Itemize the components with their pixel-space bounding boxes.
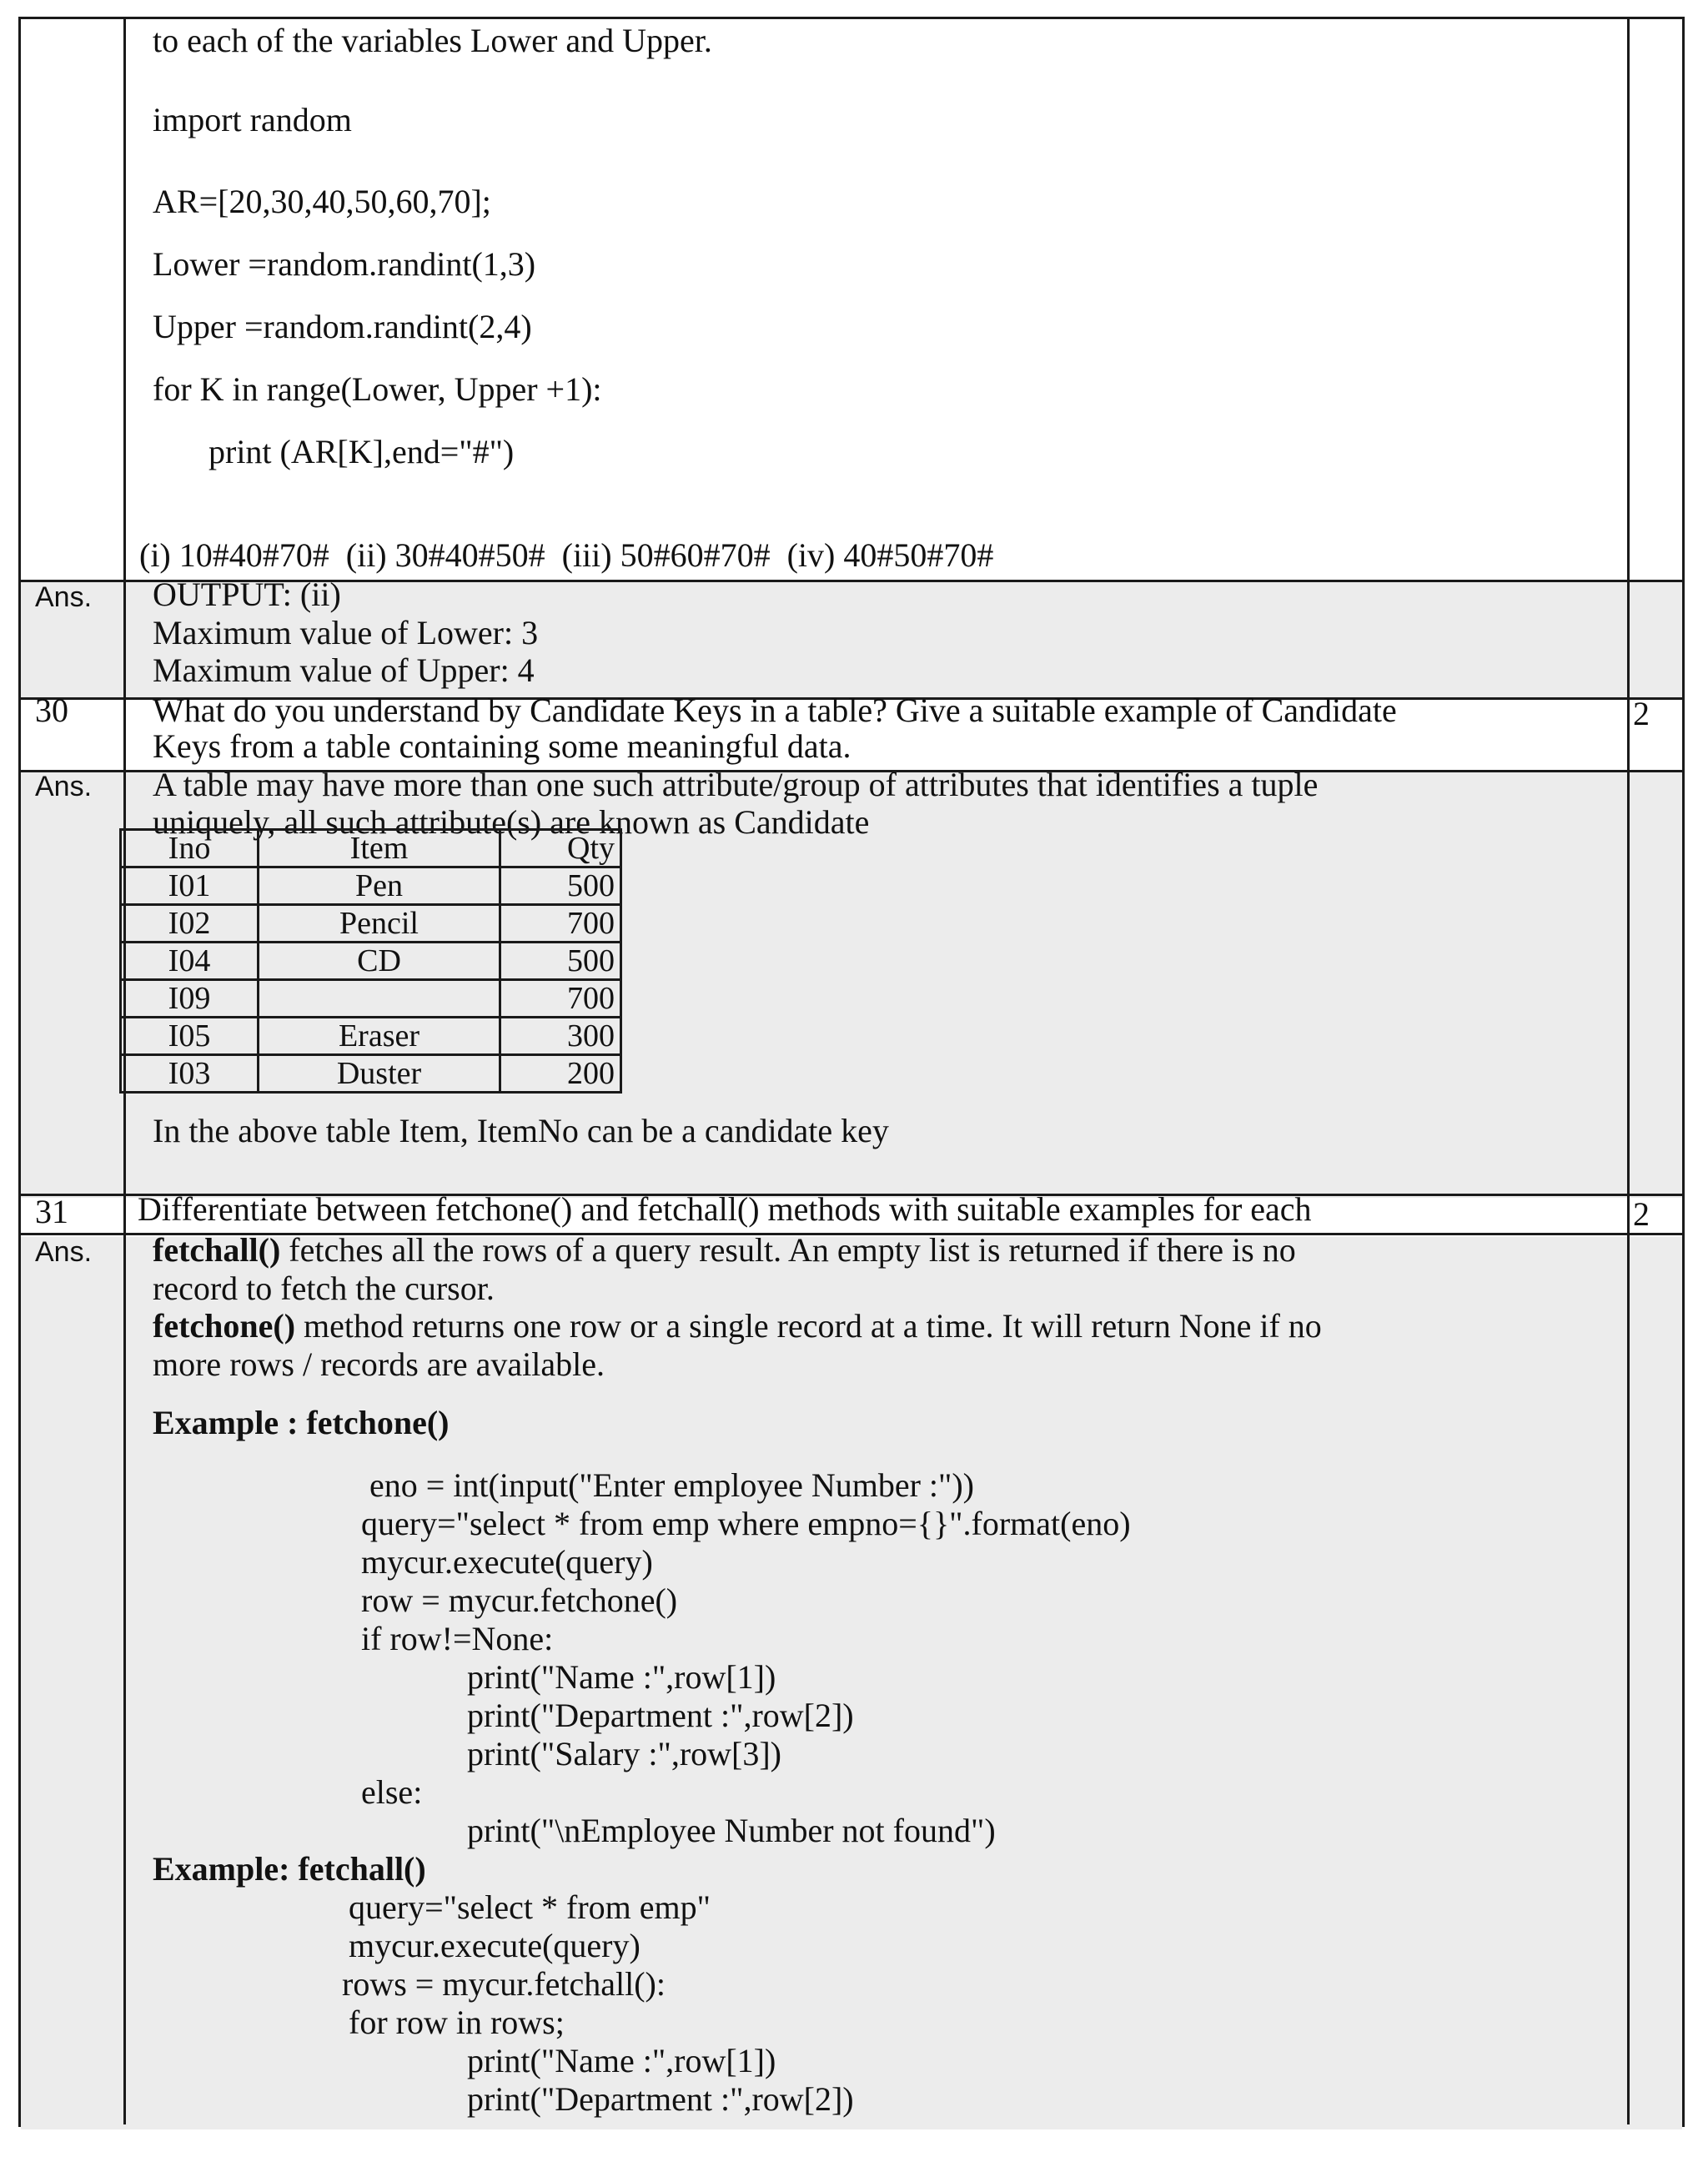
column-header: Ino (121, 830, 259, 867)
answer-conclusion: In the above table Item, ItemNo can be a candidate key (153, 1112, 889, 1149)
code-line: query="select * from emp where empno={}".format(eno) (361, 1505, 1131, 1542)
question-number: 31 (35, 1193, 68, 1230)
table-cell: Pencil (259, 905, 500, 943)
code-line: print (AR[K],end="#") (208, 433, 515, 470)
table-cell: Pen (259, 867, 500, 905)
code-line: mycur.execute(query) (361, 1543, 653, 1581)
table-cell: 700 (500, 980, 621, 1018)
table-cell: I02 (121, 905, 259, 943)
table-cell: 200 (500, 1055, 621, 1093)
table-cell (259, 980, 500, 1018)
description-text: record to fetch the cursor. (153, 1270, 495, 1307)
code-line: for row in rows; (349, 2004, 565, 2041)
example-heading: Example : fetchone() (153, 1404, 450, 1441)
column-header: Item (259, 830, 500, 867)
table-row (121, 1055, 621, 1093)
table-cell: I04 (121, 943, 259, 980)
question-text: What do you understand by Candidate Keys in a table? Give a suitable example of Candidate (153, 691, 1397, 729)
code-line: eno = int(input("Enter employee Number :")) (369, 1466, 974, 1504)
description-text: fetches all the rows of a query result. An empty list is returned if there is no (280, 1231, 1296, 1269)
table-cell: I05 (121, 1018, 259, 1055)
marks: 2 (1633, 1195, 1650, 1233)
answer-label: Ans. (35, 1236, 93, 1268)
question-text: Keys from a table containing some meaningful data. (153, 727, 851, 765)
table-header-row (121, 830, 621, 867)
column-header: Qty (500, 830, 621, 867)
term-fetchall: fetchall() (153, 1231, 281, 1269)
code-line: if row!=None: (361, 1620, 554, 1657)
table-row (121, 943, 621, 980)
table-row (121, 1018, 621, 1055)
answer-line: Maximum value of Upper: 4 (153, 651, 535, 689)
code-line: print("Name :",row[1]) (467, 1658, 776, 1696)
table-cell: CD (259, 943, 500, 980)
answer-label: Ans. (35, 771, 93, 802)
answer-line: uniquely, all such attribute(s) are known as Candidate (153, 803, 870, 841)
column-divider-right (1627, 19, 1630, 2124)
table-cell: 300 (500, 1018, 621, 1055)
question-number: 30 (35, 691, 68, 729)
code-line: rows = mycur.fetchall(): (342, 1965, 666, 2003)
candidate-key-table (119, 828, 622, 1094)
table-row (121, 905, 621, 943)
question-text: Differentiate between fetchone() and fetchall() methods with suitable examples for each (138, 1190, 1312, 1228)
term-fetchone: fetchone() (153, 1307, 296, 1345)
code-line: row = mycur.fetchone() (361, 1581, 678, 1619)
code-line: else: (361, 1773, 423, 1811)
code-line: query="select * from emp" (349, 1888, 711, 1926)
table-cell: I01 (121, 867, 259, 905)
table-cell: 500 (500, 943, 621, 980)
answer-label: Ans. (35, 581, 93, 613)
code-line: Upper =random.randint(2,4) (153, 308, 532, 345)
answer-line: OUTPUT: (ii) (153, 576, 341, 613)
table-cell: 700 (500, 905, 621, 943)
code-line: Lower =random.randint(1,3) (153, 245, 536, 283)
fetchall-description (153, 1231, 1296, 1270)
table-cell: Eraser (259, 1018, 500, 1055)
code-line: print("Name :",row[1]) (467, 2042, 776, 2079)
code-line: AR=[20,30,40,50,60,70]; (153, 183, 491, 220)
table-cell: I03 (121, 1055, 259, 1093)
fetchone-description (153, 1307, 1322, 1345)
marks: 2 (1633, 695, 1650, 732)
q29-options: (i) 10#40#70# (ii) 30#40#50# (iii) 50#60#70# (iv) 40#50#70# (139, 536, 994, 574)
code-line: import random (153, 101, 352, 138)
table-cell: I09 (121, 980, 259, 1018)
q29-intro: to each of the variables Lower and Upper. (153, 22, 712, 59)
table-cell: Duster (259, 1055, 500, 1093)
code-line: print("\nEmployee Number not found") (467, 1812, 996, 1849)
table-cell: 500 (500, 867, 621, 905)
description-text: more rows / records are available. (153, 1345, 605, 1383)
answer-line: A table may have more than one such attribute/group of attributes that identifies a tuple (153, 766, 1319, 803)
code-line: print("Department :",row[2]) (467, 1697, 854, 1734)
code-line: mycur.execute(query) (349, 1927, 640, 1964)
code-line: print("Salary :",row[3]) (467, 1735, 781, 1772)
example-heading: Example: fetchall() (153, 1850, 426, 1888)
table-row (121, 980, 621, 1018)
description-text: method returns one row or a single record at a time. It will return None if no (295, 1307, 1322, 1345)
table-row (121, 867, 621, 905)
code-line: for K in range(Lower, Upper +1): (153, 370, 602, 408)
answer-line: Maximum value of Lower: 3 (153, 614, 539, 651)
code-line: print("Department :",row[2]) (467, 2080, 854, 2118)
